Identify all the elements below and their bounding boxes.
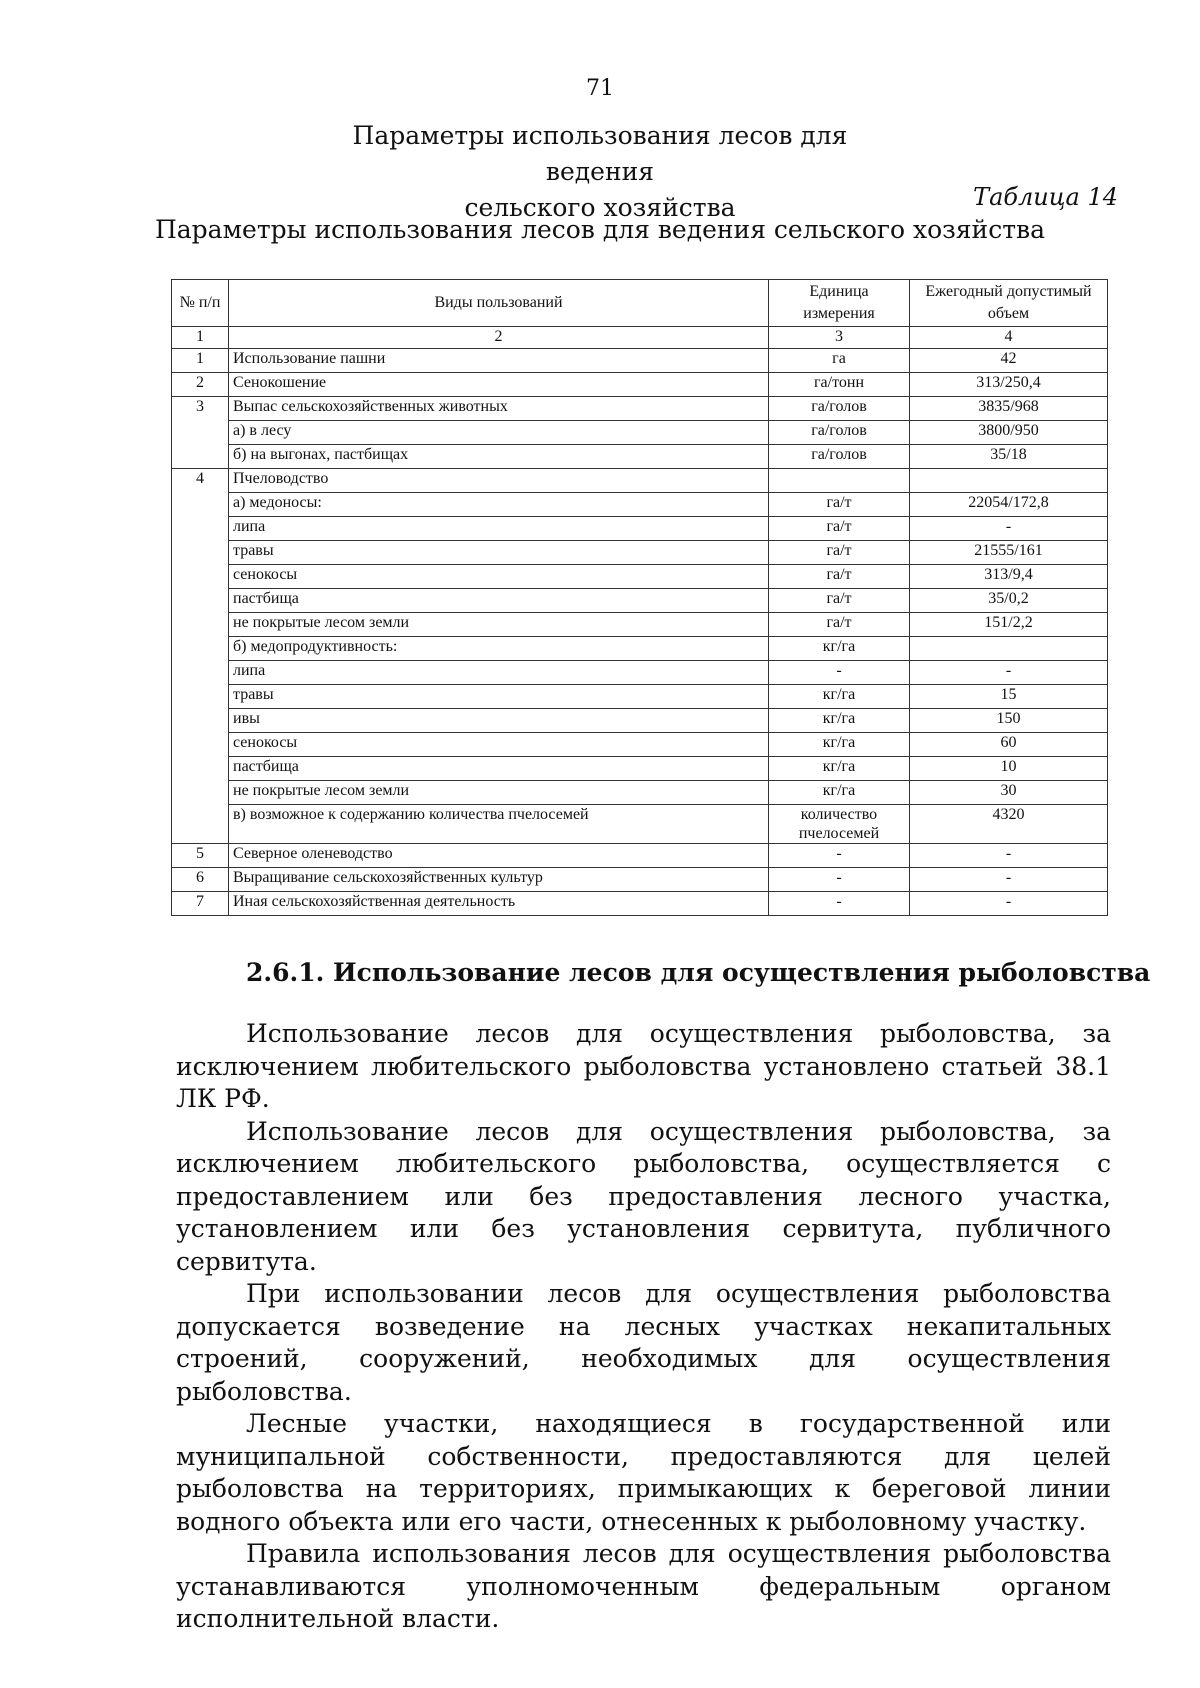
volume-cell [910,637,1108,661]
unit-cell: га/голов [769,397,910,421]
unit-cell: - [769,661,910,685]
unit-cell: га/т [769,493,910,517]
volume-cell: 60 [910,733,1108,757]
usage-type-cell: Выпас сельскохозяйственных животных [229,397,769,421]
table-label: Таблица 14 [973,183,1118,211]
table-row [172,517,1108,541]
section-heading: 2.6.1. Использование лесов для осуществления рыболовства [246,958,1151,987]
table-row [172,373,1108,397]
volume-cell: 313/250,4 [910,373,1108,397]
table-row [172,541,1108,565]
column-number-row [172,327,1108,349]
row-number-cell [172,445,229,469]
unit-cell: га/т [769,589,910,613]
table-row [172,757,1108,781]
table-row [172,613,1108,637]
column-number: 1 [172,327,229,349]
volume-cell: - [910,517,1108,541]
table-row [172,844,1108,868]
volume-cell: 10 [910,757,1108,781]
usage-type-cell: липа [229,517,769,541]
row-number-cell [172,541,229,565]
header-unit: Единица измерения [769,280,910,327]
column-number: 2 [229,327,769,349]
usage-type-cell: Сенокошение [229,373,769,397]
table-row [172,349,1108,373]
usage-type-cell: не покрытые лесом земли [229,781,769,805]
volume-cell: 313/9,4 [910,565,1108,589]
row-number-cell [172,781,229,805]
row-number-cell [172,733,229,757]
paragraph: При использовании лесов для осуществления рыболовства допускается возведение на лесных участках некапитальных строений, сооружений, необходимых для осуществления рыболовства. [176,1279,1111,1406]
volume-cell: 21555/161 [910,541,1108,565]
header-type: Виды пользований [229,280,769,327]
document-title [300,118,900,226]
header-volume: Ежегодный допустимый объем [910,280,1108,327]
row-number-cell: 3 [172,397,229,421]
unit-cell: кг/га [769,685,910,709]
volume-cell [910,469,1108,493]
usage-type-cell: липа [229,661,769,685]
usage-type-cell: б) медопродуктивность: [229,637,769,661]
table-row [172,805,1108,844]
usage-type-cell: сенокосы [229,565,769,589]
table-row [172,445,1108,469]
unit-cell: га/голов [769,421,910,445]
paragraph: Использование лесов для осуществления рыболовства, за исключением любительского рыболовства, осуществляется с предоставлением или без предоставления лесного участка, установлением или без установления сервитута, публичного сервитута. [176,1116,1111,1276]
unit-cell [769,469,910,493]
title-line-1: Параметры использования лесов для ведения [352,121,848,186]
usage-type-cell: а) в лесу [229,421,769,445]
unit-cell: кг/га [769,757,910,781]
usage-type-cell: ивы [229,709,769,733]
row-number-cell: 2 [172,373,229,397]
volume-cell: 42 [910,349,1108,373]
row-number-cell [172,421,229,445]
usage-type-cell: в) возможное к содержанию количества пчелосемей [229,805,769,844]
row-number-cell [172,517,229,541]
unit-cell: га/т [769,565,910,589]
usage-type-cell: сенокосы [229,733,769,757]
table-row [172,421,1108,445]
usage-type-cell: не покрытые лесом земли [229,613,769,637]
usage-type-cell: травы [229,685,769,709]
row-number-cell [172,709,229,733]
table-row [172,781,1108,805]
unit-cell: га [769,349,910,373]
table-row [172,685,1108,709]
table-row [172,661,1108,685]
unit-cell: га/т [769,613,910,637]
row-number-cell [172,493,229,517]
unit-cell: га/т [769,517,910,541]
volume-cell: 22054/172,8 [910,493,1108,517]
unit-cell: га/тонн [769,373,910,397]
usage-type-cell: Пчеловодство [229,469,769,493]
unit-cell: кг/га [769,709,910,733]
row-number-cell: 5 [172,844,229,868]
unit-cell: количество пчелосемей [769,805,910,844]
row-number-cell [172,637,229,661]
page-number: 71 [586,76,614,101]
row-number-cell [172,685,229,709]
table-row [172,493,1108,517]
volume-cell: 30 [910,781,1108,805]
usage-type-cell: Использование пашни [229,349,769,373]
volume-cell: - [910,868,1108,892]
table-header-row [172,280,1108,327]
body-text [176,1018,1111,1636]
volume-cell: 150 [910,709,1108,733]
table-row [172,589,1108,613]
usage-type-cell: Выращивание сельскохозяйственных культур [229,868,769,892]
unit-cell: кг/га [769,781,910,805]
paragraph: Использование лесов для осуществления рыболовства, за исключением любительского рыболовства установлено статьей 38.1 ЛК РФ. [176,1019,1111,1113]
unit-cell: - [769,868,910,892]
paragraph: Лесные участки, находящиеся в государственной или муниципальной собственности, предоставляются для целей рыболовства на территориях, примыкающих к береговой линии водного объекта или его части, отнесенных к рыболовному участку. [176,1409,1111,1536]
volume-cell: - [910,844,1108,868]
table-caption: Параметры использования лесов для ведения сельского хозяйства [154,215,1046,244]
table-row [172,733,1108,757]
row-number-cell [172,805,229,844]
forest-use-parameters-table [171,279,1108,916]
unit-cell: кг/га [769,637,910,661]
volume-cell: - [910,892,1108,916]
volume-cell: 4320 [910,805,1108,844]
table-body [172,349,1108,916]
volume-cell: - [910,661,1108,685]
row-number-cell [172,757,229,781]
usage-type-cell: травы [229,541,769,565]
unit-cell: га/т [769,541,910,565]
usage-type-cell: а) медоносы: [229,493,769,517]
paragraph: Правила использования лесов для осуществления рыболовства устанавливаются уполномоченным федеральным органом исполнительной власти. [176,1539,1111,1633]
volume-cell: 15 [910,685,1108,709]
table-row [172,709,1108,733]
unit-cell: - [769,844,910,868]
volume-cell: 3835/968 [910,397,1108,421]
unit-cell: га/голов [769,445,910,469]
table-row [172,637,1108,661]
volume-cell: 3800/950 [910,421,1108,445]
row-number-cell [172,589,229,613]
row-number-cell: 6 [172,868,229,892]
title-line-2: сельского хозяйства [464,193,736,222]
row-number-cell [172,661,229,685]
usage-type-cell: б) на выгонах, пастбищах [229,445,769,469]
usage-type-cell: Иная сельскохозяйственная деятельность [229,892,769,916]
row-number-cell: 7 [172,892,229,916]
table-row [172,892,1108,916]
header-num: № п/п [172,280,229,327]
table-row [172,868,1108,892]
table-row [172,397,1108,421]
column-number: 3 [769,327,910,349]
row-number-cell [172,565,229,589]
usage-type-cell: пастбища [229,757,769,781]
usage-type-cell: пастбища [229,589,769,613]
volume-cell: 35/18 [910,445,1108,469]
row-number-cell: 4 [172,469,229,493]
table-row [172,469,1108,493]
row-number-cell [172,613,229,637]
column-number: 4 [910,327,1108,349]
volume-cell: 151/2,2 [910,613,1108,637]
row-number-cell: 1 [172,349,229,373]
table-row [172,565,1108,589]
usage-type-cell: Северное оленеводство [229,844,769,868]
unit-cell: - [769,892,910,916]
unit-cell: кг/га [769,733,910,757]
volume-cell: 35/0,2 [910,589,1108,613]
